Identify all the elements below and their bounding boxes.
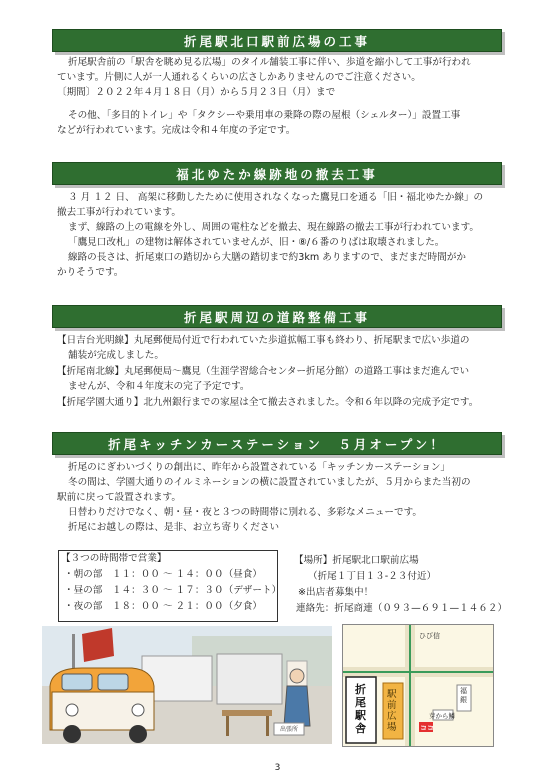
s3-line-3: 【折尾南北線】丸尾郵便局～鷹見（生涯学習総合センター折尾分館）の道路工事はまだ進んでい bbox=[57, 366, 470, 377]
s4-line-5: 折尾にお越しの際は、是非、お立ち寄りください bbox=[68, 522, 280, 533]
section-title-yutaka-line: 福北ゆたか線跡地の撤去工事 bbox=[52, 162, 502, 185]
s4-line-1: 折尾のにぎわいづくりの創出に、昨年から設置されている「キッチンカーステーション」 bbox=[68, 462, 451, 473]
s2-line-5: 線路の長さは、折尾東口の踏切から大膳の踏切まで約3km ありますので、まだまだ時間がか bbox=[68, 252, 467, 263]
place-label: 【場所】折尾駅北口駅前広場 bbox=[294, 555, 419, 566]
s1-line-4: その他、「多目的トイレ」や「タクシーや乗用車の乗降の際の屋根（シェルター）」設置工事 bbox=[68, 110, 461, 121]
map-plaza-label: 駅前広場 bbox=[387, 689, 397, 733]
section-title-kitchen-car: 折尾キッチンカーステーション ５月オープン！ bbox=[52, 432, 502, 455]
map-here-marker: ココ bbox=[420, 724, 434, 732]
section-title-road-work: 折尾駅周辺の道路整備工事 bbox=[52, 305, 502, 328]
map-meya-label: 芽から鱗 bbox=[429, 712, 455, 720]
s2-line-1: ３ 月 １２ 日、 高架に移動したために使用されなくなった鷹見口を通る「旧・福北ゆたか線」の bbox=[68, 192, 484, 203]
s1-line-1: 折尾駅舎前の「駅舎を眺め見る広場」のタイル舗装工事に伴い、歩道を縮小して工事が行われ bbox=[68, 57, 471, 68]
place-recruit: ※出店者募集中！ bbox=[298, 587, 374, 598]
s1-line-5: などが行われています。完成は令和４年度の予定です。 bbox=[57, 125, 296, 136]
s1-line-2: ています。片側に人が一人通れるくらいの広さしかありませんのでご注意ください。 bbox=[57, 72, 421, 83]
kitchen-car-photo bbox=[42, 626, 332, 744]
photo-caption: 出張所 bbox=[280, 726, 299, 733]
page-number: 3 bbox=[274, 763, 281, 773]
s2-line-3: まず、線路の上の電線を外し、周囲の電柱などを撤去、現在線路の撤去工事が行われています。 bbox=[68, 222, 479, 233]
hours-afternoon: ・昼の部 １４：３０ ～ １７：３０（デザート） bbox=[64, 585, 282, 596]
place-address: （折尾１丁目１３-２３付近） bbox=[308, 571, 437, 582]
map-station-label: 折尾駅舎 bbox=[355, 683, 366, 735]
s3-line-2: 舗装が完成しました。 bbox=[68, 350, 164, 361]
map-fukugin-label: 福銀 bbox=[460, 687, 467, 704]
s3-line-4: ませんが、令和４年度末の完了予定です。 bbox=[68, 381, 250, 392]
s2-line-2: 撤去工事が行われています。 bbox=[57, 207, 181, 218]
s4-line-3: 駅前に戻って設置されます。 bbox=[57, 492, 181, 503]
s3-line-1: 【日吉台光明線】丸尾郵便局付近で行われていた歩道拡幅工事も終わり、折尾駅まで広い歩道の bbox=[57, 335, 470, 346]
s2-line-4: 「鷹見口改札」の建物は解体されていませんが、旧・⑧/６番のりばは取壊されました。 bbox=[68, 237, 445, 248]
s1-period: 〔期間〕２０２２年４月１８日（月）から５月２３日（月）まで bbox=[57, 87, 336, 98]
s3-line-5: 【折尾学園大通り】北九州銀行までの家屋は全て撤去されました。令和６年以降の完成予定です。 bbox=[57, 397, 479, 408]
s4-line-4: 日替わりだけでなく、朝・昼・夜と３つの時間帯に別れる、多彩なメニューです。 bbox=[68, 507, 423, 518]
place-contact: 連絡先：折尾商連（０９３—６９１—１４６２） bbox=[296, 603, 508, 614]
s4-line-2: 冬の間は、学園大通りのイルミネーションの横に設置されていましたが、５月からまた当初の bbox=[68, 477, 471, 488]
hours-morning: ・朝の部 １１：００ ～ １４：００（昼食） bbox=[64, 569, 262, 580]
section-title-station-plaza: 折尾駅北口駅前広場の工事 bbox=[52, 29, 502, 52]
hours-night: ・夜の部 １８：００ ～ ２１：００（夕食） bbox=[64, 601, 262, 612]
location-map bbox=[342, 624, 494, 747]
map-hibiki-label: ひび信 bbox=[419, 632, 440, 640]
hours-heading: 【３つの時間帯で営業】 bbox=[61, 553, 167, 564]
s2-line-6: かりそうです。 bbox=[57, 267, 124, 278]
